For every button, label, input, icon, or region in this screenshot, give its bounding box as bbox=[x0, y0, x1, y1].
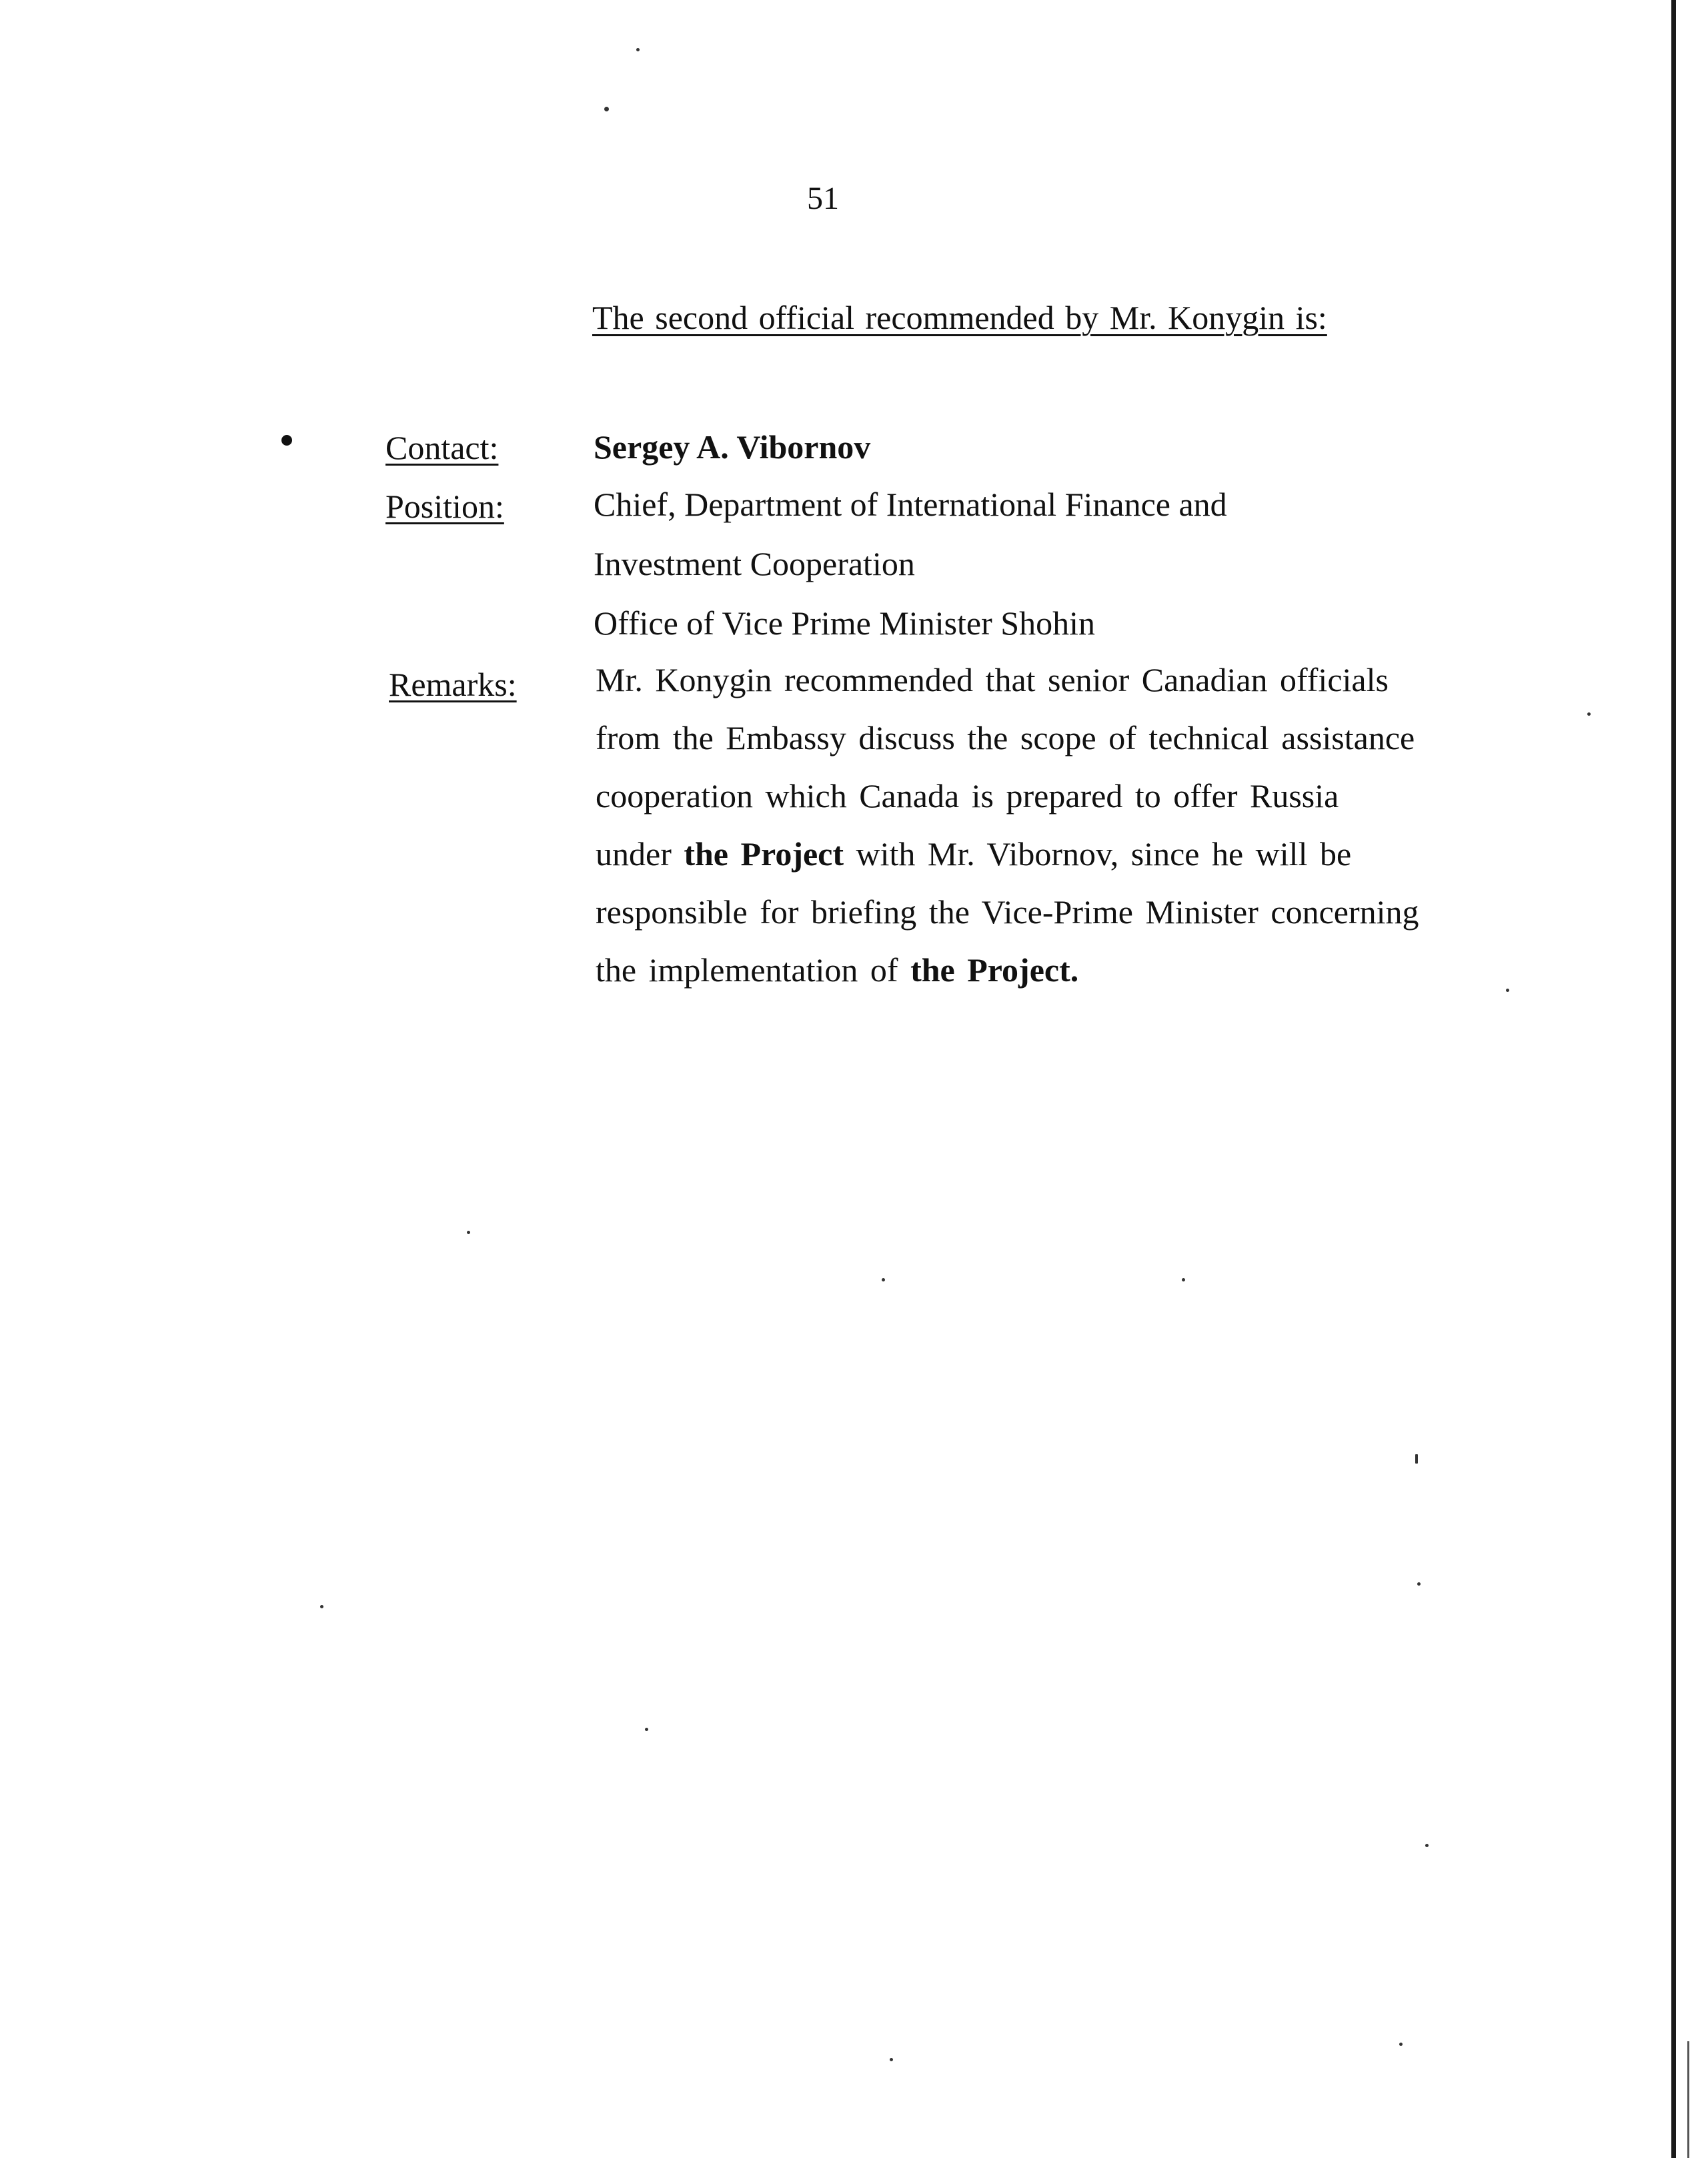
remarks-text-run: the implementation of bbox=[596, 951, 911, 989]
remarks-line: from the Embassy discuss the scope of technical assistance bbox=[596, 719, 1415, 756]
remarks-text-run: with Mr. Vibornov, since he will be bbox=[844, 835, 1352, 873]
remarks-line bbox=[596, 825, 1419, 883]
bullet-icon bbox=[281, 435, 292, 446]
remarks-text-run: under bbox=[596, 835, 684, 873]
page-number: 51 bbox=[807, 181, 839, 216]
scan-speck bbox=[882, 1278, 885, 1281]
scan-edge-border bbox=[1671, 0, 1676, 2158]
remarks-line: Mr. Konygin recommended that senior Canadian officials bbox=[596, 661, 1389, 698]
contact-name: Sergey A. Vibornov bbox=[594, 428, 871, 466]
scan-speck bbox=[645, 1728, 648, 1731]
scan-speck bbox=[1425, 1844, 1429, 1847]
position-line: Office of Vice Prime Minister Shohin bbox=[594, 604, 1095, 642]
scan-speck bbox=[467, 1231, 470, 1234]
scan-speck bbox=[1587, 712, 1591, 716]
scan-edge-mark bbox=[1687, 2041, 1689, 2158]
position-line: Investment Cooperation bbox=[594, 545, 915, 582]
project-term: the Project. bbox=[910, 951, 1079, 989]
scan-speck bbox=[1399, 2043, 1403, 2046]
scan-speck bbox=[604, 107, 609, 111]
remarks-text bbox=[596, 651, 1419, 999]
remarks-label: Remarks: bbox=[389, 666, 517, 703]
contact-label: Contact: bbox=[385, 429, 499, 466]
remarks-line: responsible for briefing the Vice-Prime Minister concerning bbox=[596, 893, 1419, 931]
scan-speck bbox=[1182, 1278, 1185, 1281]
position-text bbox=[594, 475, 1227, 653]
remarks-line bbox=[596, 941, 1419, 999]
position-line: Chief, Department of International Finance and bbox=[594, 486, 1227, 523]
scan-speck bbox=[1415, 1454, 1418, 1464]
position-label: Position: bbox=[385, 488, 504, 525]
scan-speck bbox=[320, 1605, 323, 1608]
project-term: the Project bbox=[684, 835, 844, 873]
scan-speck bbox=[890, 2058, 893, 2061]
section-heading: The second official recommended by Mr. Konygin is: bbox=[592, 299, 1327, 336]
scan-speck bbox=[1506, 989, 1509, 992]
scan-speck bbox=[636, 48, 640, 51]
scan-speck bbox=[1417, 1582, 1421, 1586]
remarks-line: cooperation which Canada is prepared to offer Russia bbox=[596, 777, 1339, 815]
